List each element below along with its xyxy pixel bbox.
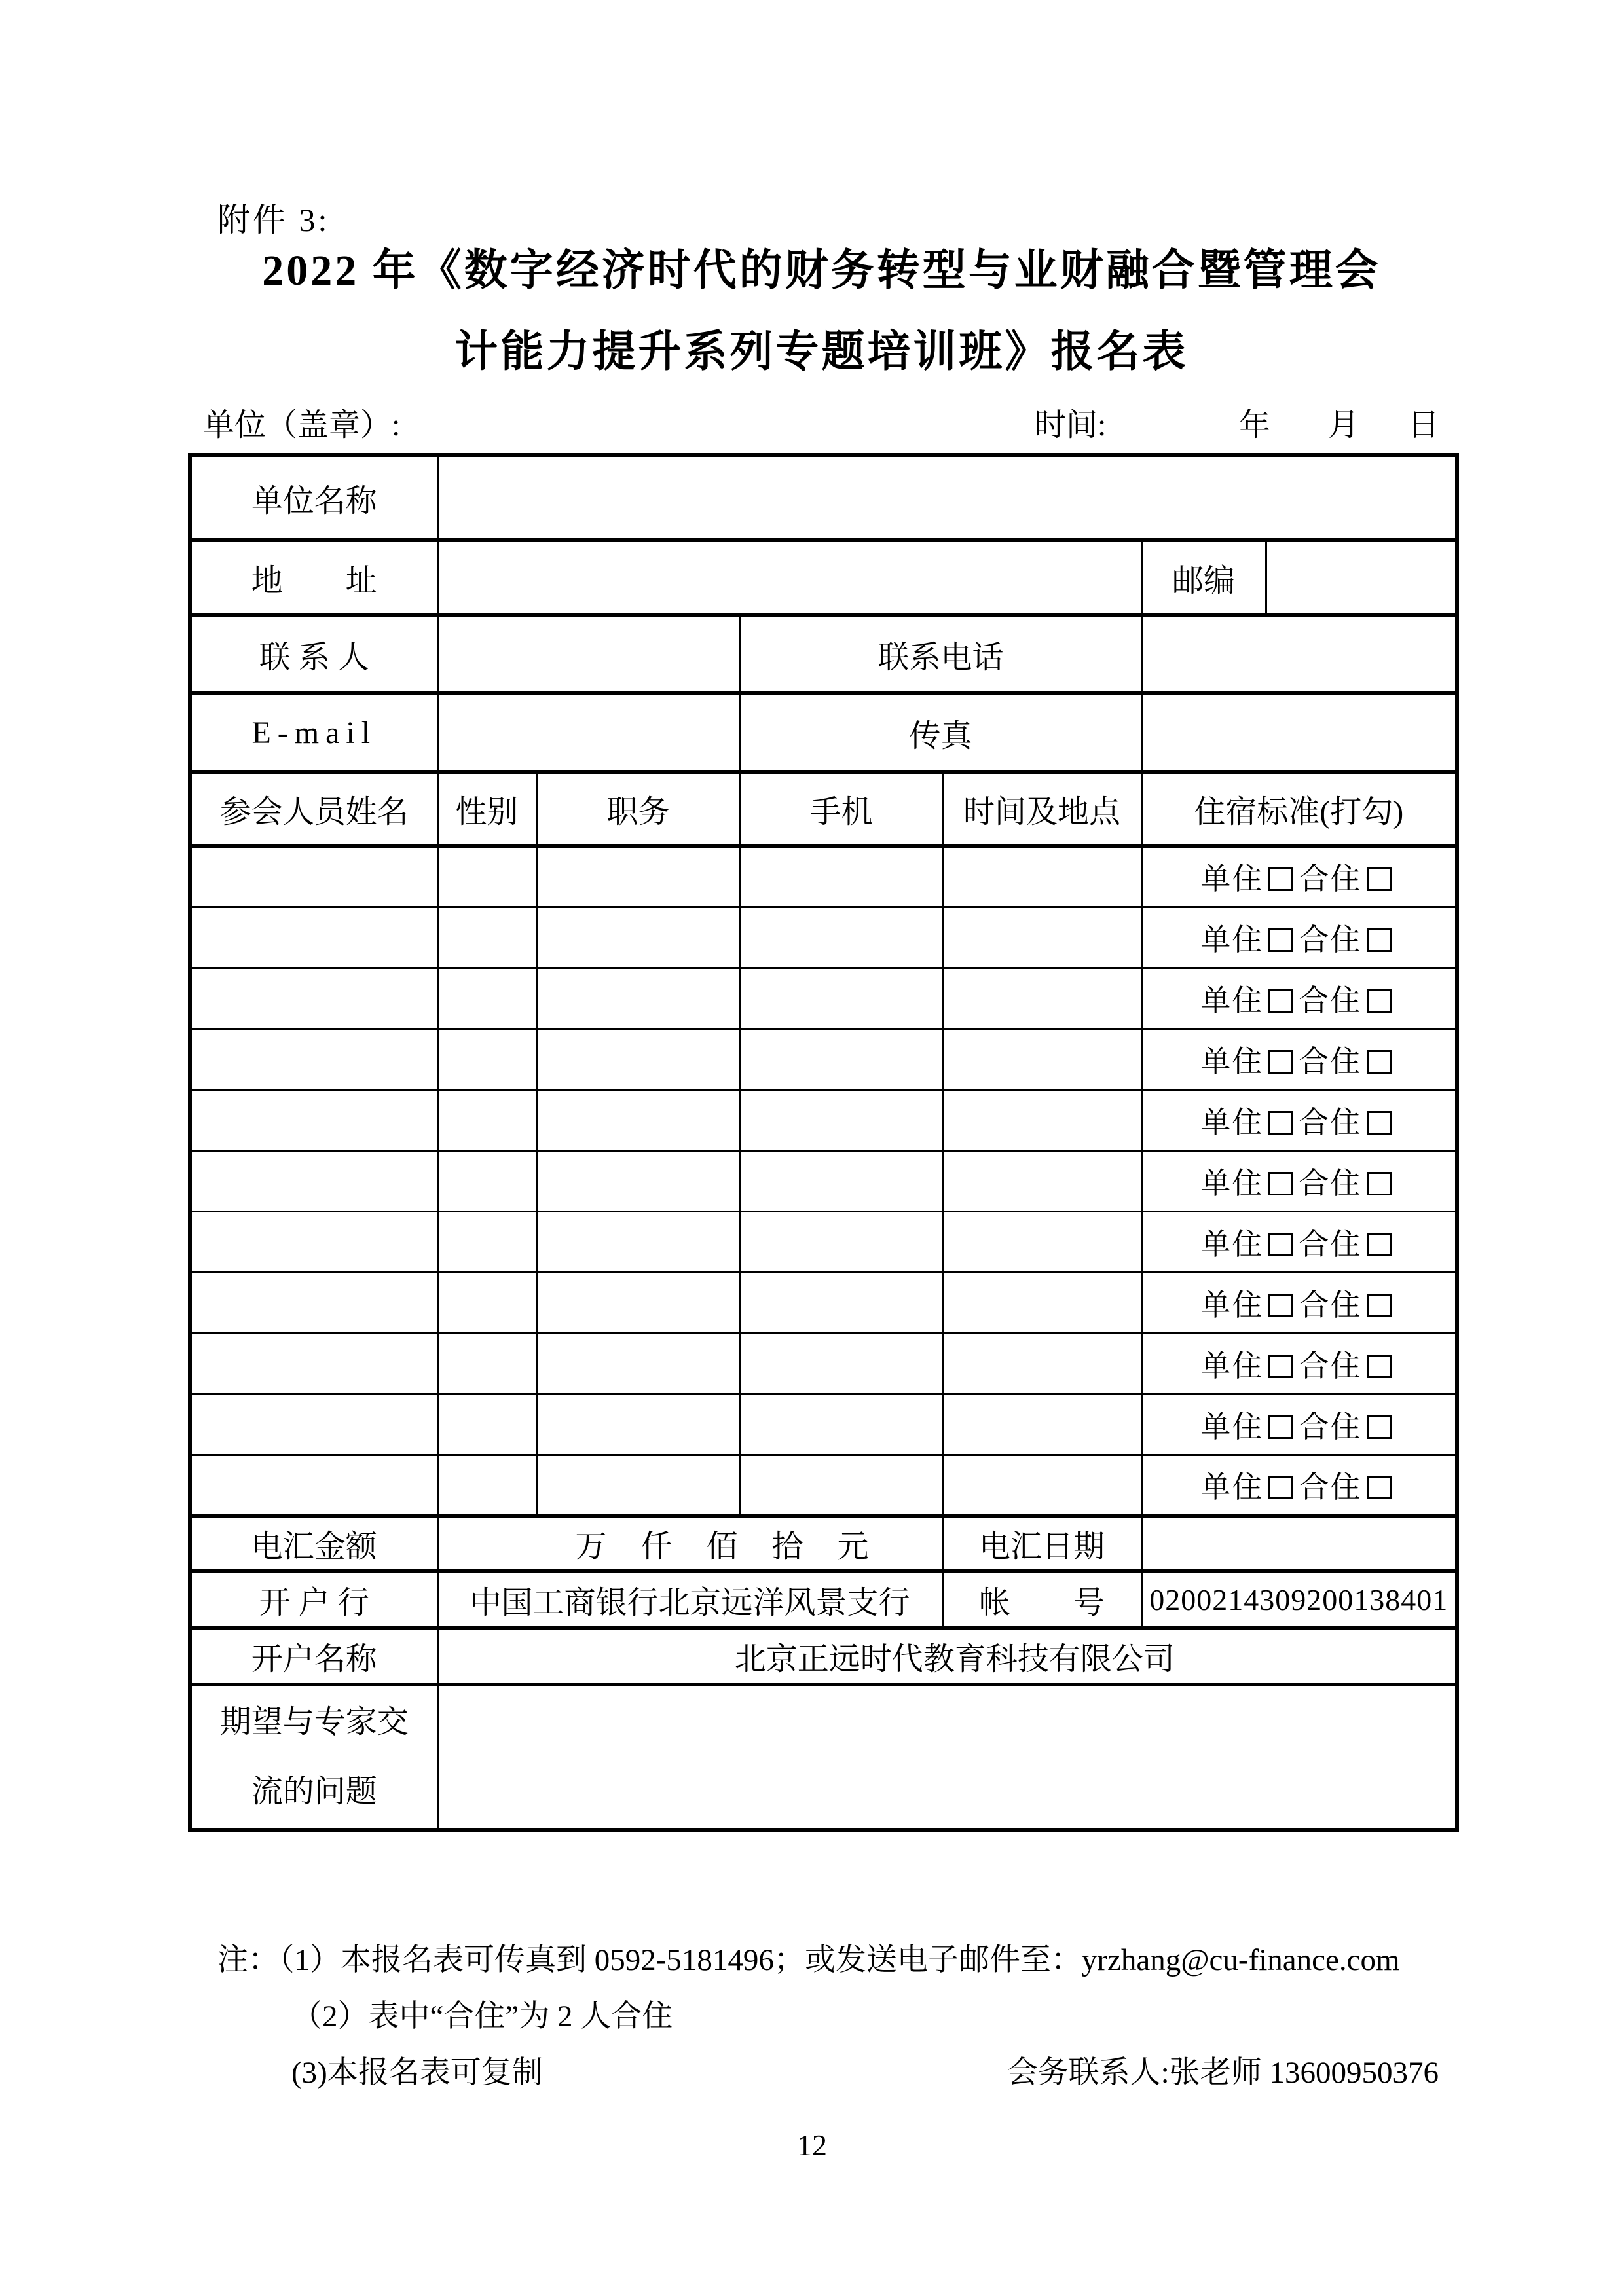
address-label: 地 址	[190, 540, 437, 615]
housing-cell	[1141, 1150, 1457, 1211]
shared-room-label: 合住	[1299, 1410, 1362, 1444]
remit-date-label: 电汇日期	[942, 1516, 1141, 1571]
person-gender-cell[interactable]	[437, 968, 536, 1029]
shared-room-checkbox[interactable]	[1367, 1294, 1392, 1317]
person-position-cell[interactable]	[536, 968, 740, 1029]
attendee-row	[190, 1211, 1457, 1272]
registration-table	[188, 453, 1459, 1832]
housing-cell	[1141, 846, 1457, 907]
person-position-cell[interactable]	[536, 1333, 740, 1394]
housing-cell	[1141, 1211, 1457, 1272]
person-time-place-cell[interactable]	[942, 1333, 1141, 1394]
attendee-row	[190, 1394, 1457, 1455]
account-no-label: 帐 号	[942, 1571, 1141, 1628]
person-gender-cell[interactable]	[437, 907, 536, 968]
meeting-contact: 会务联系人:张老师 13600950376	[1006, 2056, 1439, 2090]
person-name-cell[interactable]	[190, 907, 437, 968]
shared-room-label: 合住	[1299, 862, 1362, 896]
shared-room-label: 合住	[1299, 1470, 1362, 1504]
shared-room-checkbox[interactable]	[1367, 928, 1392, 952]
person-position-cell[interactable]	[536, 1211, 740, 1272]
single-room-checkbox[interactable]	[1268, 867, 1293, 891]
shared-room-label: 合住	[1299, 1288, 1362, 1322]
person-name-cell[interactable]	[190, 1150, 437, 1211]
remit-amount-label: 电汇金额	[190, 1516, 437, 1571]
person-name-cell[interactable]	[190, 846, 437, 907]
person-mobile-cell[interactable]	[740, 907, 942, 968]
person-gender-cell[interactable]	[437, 1150, 536, 1211]
single-room-checkbox[interactable]	[1268, 1172, 1293, 1195]
person-mobile-cell[interactable]	[740, 1455, 942, 1516]
single-room-label: 单住	[1200, 1105, 1264, 1139]
shared-room-label: 合住	[1299, 983, 1362, 1017]
attendee-row	[190, 1029, 1457, 1089]
fax-label: 传真	[740, 693, 1141, 772]
shared-room-checkbox[interactable]	[1367, 1476, 1392, 1499]
person-time-place-cell[interactable]	[942, 907, 1141, 968]
person-mobile-cell[interactable]	[740, 1211, 942, 1272]
shared-room-checkbox[interactable]	[1367, 1172, 1392, 1195]
column-header-position: 职务	[536, 772, 740, 846]
person-time-place-cell[interactable]	[942, 846, 1141, 907]
person-gender-cell[interactable]	[437, 1272, 536, 1333]
housing-cell	[1141, 907, 1457, 968]
year-label: 年	[1239, 408, 1271, 443]
attendee-row	[190, 968, 1457, 1029]
form-title-line1: 2022 年《数字经济时代的财务转型与业财融合暨管理会	[262, 247, 1381, 295]
person-position-cell[interactable]	[536, 907, 740, 968]
expectation-label-line1: 期望与专家交	[219, 1705, 409, 1740]
single-room-checkbox[interactable]	[1268, 1233, 1293, 1256]
person-mobile-cell[interactable]	[740, 1272, 942, 1333]
contact-input[interactable]	[437, 615, 740, 693]
person-gender-cell[interactable]	[437, 1455, 536, 1516]
shared-room-checkbox[interactable]	[1367, 1111, 1392, 1135]
expectation-label	[190, 1685, 437, 1830]
contact-phone-input[interactable]	[1141, 615, 1457, 693]
month-label: 月	[1328, 408, 1360, 443]
attendee-row	[190, 907, 1457, 968]
page-number: 12	[797, 2128, 827, 2162]
unit-name-label: 单位名称	[190, 455, 437, 540]
person-mobile-cell[interactable]	[740, 1089, 942, 1150]
shared-room-label: 合住	[1299, 1227, 1362, 1261]
attendee-row	[190, 1089, 1457, 1150]
person-time-place-cell[interactable]	[942, 1272, 1141, 1333]
attendee-row	[190, 846, 1457, 907]
person-time-place-cell[interactable]	[942, 968, 1141, 1029]
single-room-label: 单住	[1200, 1288, 1264, 1322]
person-position-cell[interactable]	[536, 1089, 740, 1150]
single-room-label: 单住	[1200, 1349, 1264, 1383]
person-mobile-cell[interactable]	[740, 1394, 942, 1455]
expectation-input[interactable]	[437, 1685, 1457, 1830]
single-room-checkbox[interactable]	[1268, 928, 1293, 952]
bank-value: 中国工商银行北京远洋风景支行	[437, 1571, 942, 1628]
person-name-cell[interactable]	[190, 1394, 437, 1455]
single-room-label: 单住	[1200, 1227, 1264, 1261]
person-name-cell[interactable]	[190, 1455, 437, 1516]
person-gender-cell[interactable]	[437, 1029, 536, 1089]
attendee-row	[190, 1455, 1457, 1516]
single-room-label: 单住	[1200, 1470, 1264, 1504]
person-gender-cell[interactable]	[437, 1394, 536, 1455]
single-room-checkbox[interactable]	[1268, 989, 1293, 1013]
single-room-checkbox[interactable]	[1268, 1476, 1293, 1499]
attendee-row	[190, 1150, 1457, 1211]
shared-room-checkbox[interactable]	[1367, 1233, 1392, 1256]
person-gender-cell[interactable]	[437, 1089, 536, 1150]
time-label: 时间:	[1035, 408, 1107, 443]
person-name-cell[interactable]	[190, 968, 437, 1029]
person-mobile-cell[interactable]	[740, 1150, 942, 1211]
seal-time-line	[0, 399, 1624, 443]
housing-cell	[1141, 1029, 1457, 1089]
address-input[interactable]	[437, 540, 1141, 615]
person-position-cell[interactable]	[536, 1029, 740, 1089]
single-room-checkbox[interactable]	[1268, 1050, 1293, 1074]
housing-cell	[1141, 1333, 1457, 1394]
unit-seal-label: 单位（盖章）:	[203, 408, 401, 443]
person-name-cell[interactable]	[190, 1211, 437, 1272]
person-gender-cell[interactable]	[437, 1211, 536, 1272]
person-position-cell[interactable]	[536, 1150, 740, 1211]
bank-label: 开 户 行	[190, 1571, 437, 1628]
housing-cell	[1141, 1455, 1457, 1516]
person-time-place-cell[interactable]	[942, 1394, 1141, 1455]
info-rows	[190, 455, 1457, 846]
unit-name-input[interactable]	[437, 455, 1457, 540]
person-name-cell[interactable]	[190, 1272, 437, 1333]
fax-input[interactable]	[1141, 693, 1457, 772]
attendee-row	[190, 1333, 1457, 1394]
contact-label: 联 系 人	[190, 615, 437, 693]
single-room-label: 单住	[1200, 1166, 1264, 1200]
shared-room-label: 合住	[1299, 1105, 1362, 1139]
email-label: E-mail	[190, 693, 437, 772]
column-header-housing: 住宿标准(打勾)	[1141, 772, 1457, 846]
note-2: （2）表中“合住”为 2 人合住	[291, 1999, 673, 2033]
shared-room-label: 合住	[1299, 922, 1362, 957]
shared-room-label: 合住	[1299, 1166, 1362, 1200]
attachment-label: 附件 3:	[217, 202, 330, 238]
person-position-cell[interactable]	[536, 1394, 740, 1455]
person-time-place-cell[interactable]	[942, 1455, 1141, 1516]
shared-room-checkbox[interactable]	[1367, 867, 1392, 891]
person-position-cell[interactable]	[536, 1272, 740, 1333]
form-title-line2: 计能力提升系列专题培训班》报名表	[454, 328, 1189, 376]
contact-phone-label: 联系电话	[740, 615, 1141, 693]
postcode-label: 邮编	[1141, 540, 1266, 615]
shared-room-checkbox[interactable]	[1367, 989, 1392, 1013]
remit-amount-units: 万 仟 佰 拾 元	[437, 1516, 942, 1571]
single-room-label: 单住	[1200, 1410, 1264, 1444]
expectation-label-line2: 流的问题	[251, 1774, 377, 1809]
column-header-gender: 性别	[437, 772, 536, 846]
single-room-label: 单住	[1200, 922, 1264, 957]
column-header-name: 参会人员姓名	[190, 772, 437, 846]
note-1: 注：（1）本报名表可传真到 0592-5181496；或发送电子邮件至：yrzhang@cu-finance.com	[217, 1943, 1400, 1977]
account-name-label: 开户名称	[190, 1628, 437, 1685]
person-time-place-cell[interactable]	[942, 1029, 1141, 1089]
housing-cell	[1141, 1272, 1457, 1333]
single-room-label: 单住	[1200, 1044, 1264, 1078]
column-header-time-place: 时间及地点	[942, 772, 1141, 846]
single-room-label: 单住	[1200, 983, 1264, 1017]
person-name-cell[interactable]	[190, 1029, 437, 1089]
person-time-place-cell[interactable]	[942, 1150, 1141, 1211]
housing-cell	[1141, 968, 1457, 1029]
account-no-value: 0200214309200138401	[1141, 1571, 1457, 1628]
single-room-checkbox[interactable]	[1268, 1415, 1293, 1439]
note-3: (3)本报名表可复制	[291, 2056, 543, 2090]
shared-room-checkbox[interactable]	[1367, 1050, 1392, 1074]
column-header-mobile: 手机	[740, 772, 942, 846]
single-room-checkbox[interactable]	[1268, 1355, 1293, 1378]
attendee-rows	[190, 846, 1457, 1516]
person-position-cell[interactable]	[536, 1455, 740, 1516]
postcode-input[interactable]	[1266, 540, 1457, 615]
shared-room-checkbox[interactable]	[1367, 1355, 1392, 1378]
shared-room-label: 合住	[1299, 1044, 1362, 1078]
single-room-checkbox[interactable]	[1268, 1111, 1293, 1135]
day-label: 日	[1408, 408, 1440, 443]
shared-room-checkbox[interactable]	[1367, 1415, 1392, 1439]
single-room-label: 单住	[1200, 862, 1264, 896]
form-title	[188, 230, 1455, 393]
shared-room-label: 合住	[1299, 1349, 1362, 1383]
person-gender-cell[interactable]	[437, 1333, 536, 1394]
housing-cell	[1141, 1394, 1457, 1455]
email-input[interactable]	[437, 693, 740, 772]
single-room-checkbox[interactable]	[1268, 1294, 1293, 1317]
housing-cell	[1141, 1089, 1457, 1150]
person-position-cell[interactable]	[536, 846, 740, 907]
remit-date-input[interactable]	[1141, 1516, 1457, 1571]
person-mobile-cell[interactable]	[740, 1333, 942, 1394]
person-mobile-cell[interactable]	[740, 1029, 942, 1089]
person-time-place-cell[interactable]	[942, 1089, 1141, 1150]
account-name-value: 北京正远时代教育科技有限公司	[437, 1628, 1457, 1685]
attendee-row	[190, 1272, 1457, 1333]
person-name-cell[interactable]	[190, 1333, 437, 1394]
person-mobile-cell[interactable]	[740, 968, 942, 1029]
person-name-cell[interactable]	[190, 1089, 437, 1150]
person-mobile-cell[interactable]	[740, 846, 942, 907]
person-gender-cell[interactable]	[437, 846, 536, 907]
person-time-place-cell[interactable]	[942, 1211, 1141, 1272]
payment-rows	[190, 1516, 1457, 1830]
